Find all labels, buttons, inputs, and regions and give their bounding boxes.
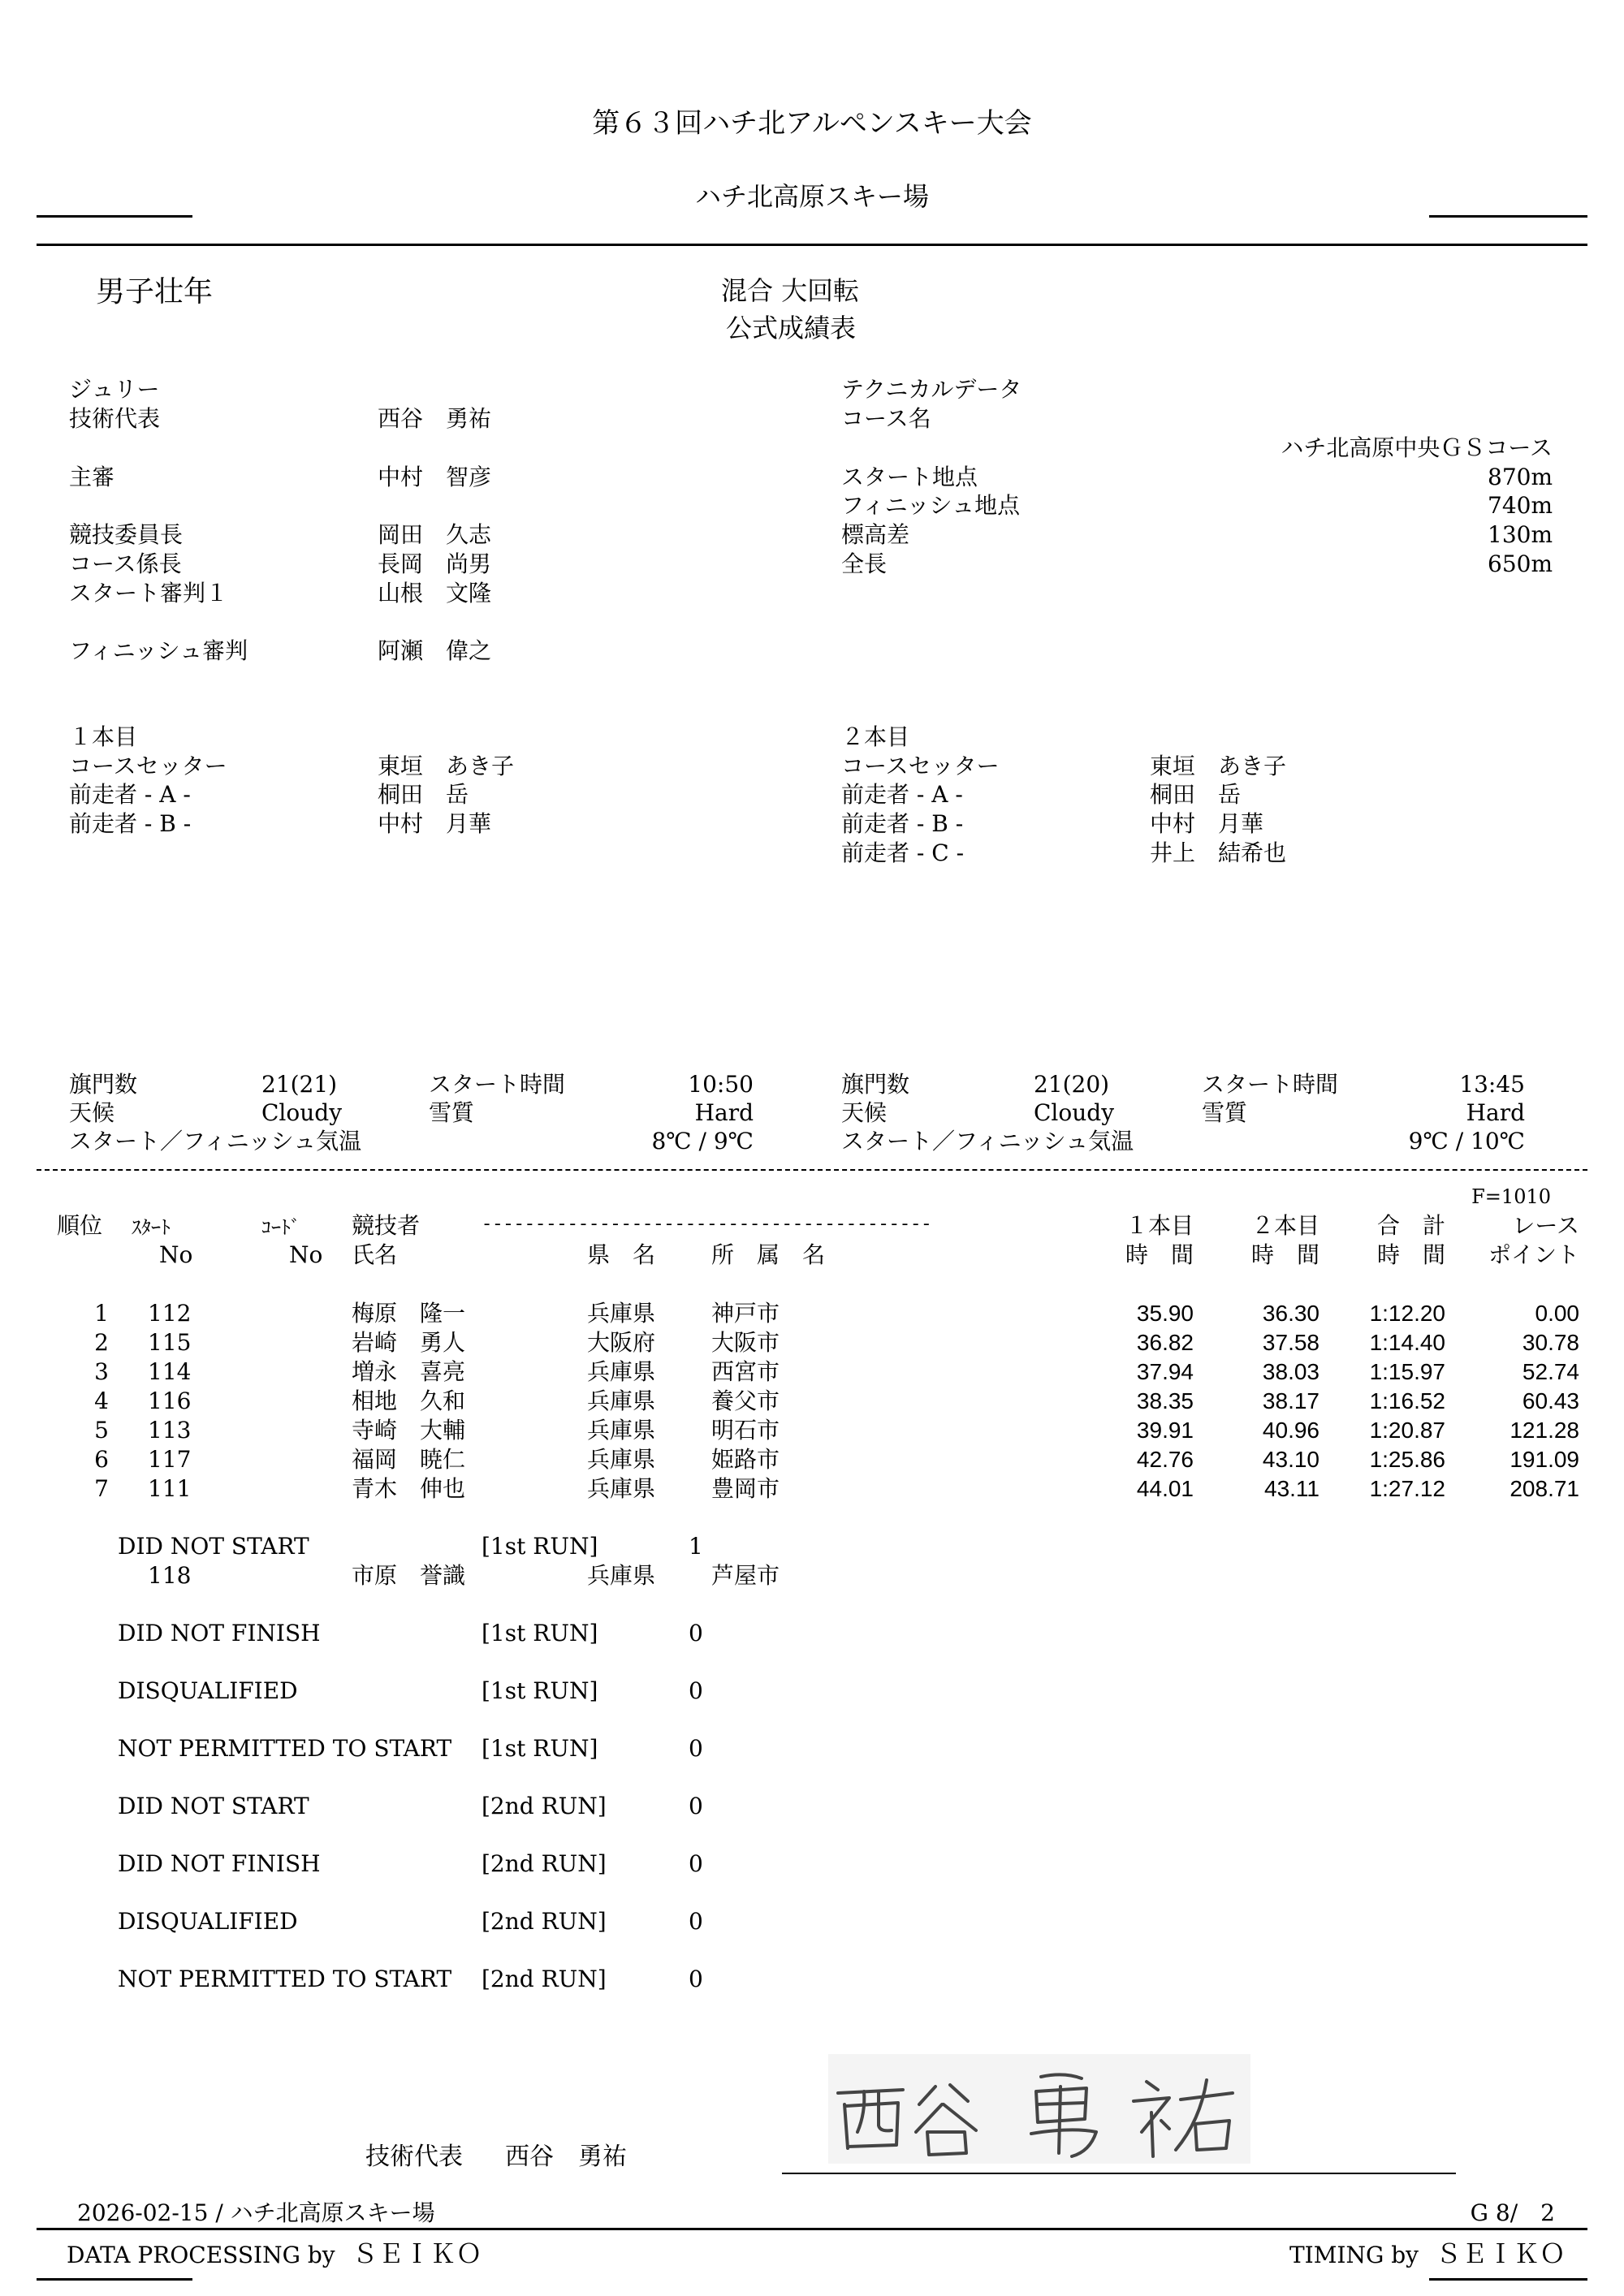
signature-line xyxy=(782,2173,1456,2174)
temp-label: スタート／フィニッシュ気温 xyxy=(841,1128,1134,1154)
signature-role: 技術代表 xyxy=(365,2143,463,2171)
row-rank: 1 xyxy=(94,1300,109,1327)
jury-role: スタート審判１ xyxy=(69,580,229,606)
row-affiliation: 芦屋市 xyxy=(711,1562,780,1589)
snow-label: 雪質 xyxy=(1202,1099,1248,1126)
row-name: 岩崎 勇人 xyxy=(352,1329,466,1356)
race-category: 男子壮年 xyxy=(96,275,214,309)
row-name: 増永 喜亮 xyxy=(352,1358,466,1385)
row-rank: 3 xyxy=(94,1358,109,1385)
col-start-no: No xyxy=(159,1241,193,1268)
snow-label: 雪質 xyxy=(429,1099,475,1126)
temp-label: スタート／フィニッシュ気温 xyxy=(69,1128,362,1154)
gates-label: 旗門数 xyxy=(69,1071,138,1098)
row-run2: 37.58 xyxy=(1262,1330,1320,1355)
status-label: NOT PERMITTED TO START xyxy=(118,1735,452,1762)
status-count: 0 xyxy=(689,1620,703,1646)
jury-name: 山根 文隆 xyxy=(378,580,492,606)
event-title: 第６３回ハチ北アルペンスキー大会 xyxy=(592,107,1032,140)
row-bib: 118 xyxy=(148,1562,192,1589)
race-discipline: 混合 大回転 xyxy=(721,275,860,306)
footer-rule-left xyxy=(37,2278,192,2281)
status-label: NOT PERMITTED TO START xyxy=(118,1966,452,1992)
row-prefecture: 兵庫県 xyxy=(587,1388,656,1414)
col-points: ポイント xyxy=(1488,1241,1579,1268)
col-total: 時 間 xyxy=(1376,1241,1445,1268)
row-affiliation: 西宮市 xyxy=(711,1358,780,1385)
f-value: F=1010 xyxy=(1471,1185,1551,1208)
row-bib: 111 xyxy=(148,1475,192,1502)
row-prefecture: 兵庫県 xyxy=(587,1358,656,1385)
row-bib: 112 xyxy=(148,1300,192,1327)
row-points: 121.28 xyxy=(1510,1418,1579,1443)
start-time-label: スタート時間 xyxy=(1202,1071,1339,1098)
col-code-no: ｺｰﾄﾞ xyxy=(261,1216,300,1239)
official-name: 井上 結希也 xyxy=(1150,839,1287,866)
jury-role: 技術代表 xyxy=(69,405,161,432)
row-points: 60.43 xyxy=(1522,1388,1579,1413)
row-run2: 36.30 xyxy=(1262,1301,1320,1326)
status-label: DID NOT START xyxy=(118,1533,309,1560)
seiko-logo: ＳＥＩＫＯ xyxy=(352,2238,482,2269)
col-run2: ２本目 xyxy=(1250,1212,1320,1239)
row-name: 寺崎 大輔 xyxy=(352,1417,466,1444)
status-label: DID NOT FINISH xyxy=(118,1850,321,1877)
row-total: 1:25.86 xyxy=(1369,1447,1445,1472)
row-prefecture: 大阪府 xyxy=(587,1329,656,1356)
row-run2: 38.03 xyxy=(1262,1359,1320,1384)
section-divider-dashed xyxy=(37,1169,1587,1171)
row-prefecture: 兵庫県 xyxy=(587,1475,656,1502)
temp-value: 9℃ / 10℃ xyxy=(1408,1128,1525,1154)
footer-timing xyxy=(1289,2238,1566,2269)
jury-name: 長岡 尚男 xyxy=(378,550,492,577)
weather-value: Cloudy xyxy=(1034,1099,1115,1126)
technical-label: フィニッシュ地点 xyxy=(841,492,1021,519)
status-count: 0 xyxy=(689,1966,703,1992)
technical-value: 870m xyxy=(1488,464,1553,490)
header-dash-line: ------------------------------------------ xyxy=(482,1215,932,1235)
official-role: 前走者 - C - xyxy=(841,839,965,866)
status-count: 0 xyxy=(689,1735,703,1762)
official-role: 前走者 - A - xyxy=(69,781,191,808)
data-processing-label: DATA PROCESSING by xyxy=(67,2242,335,2268)
temp-value: 8℃ / 9℃ xyxy=(651,1128,754,1154)
run-title: ２本目 xyxy=(841,723,910,750)
official-name: 中村 月華 xyxy=(378,810,492,837)
row-name: 梅原 隆一 xyxy=(352,1300,466,1327)
start-time-value: 13:45 xyxy=(1459,1071,1525,1098)
row-rank: 7 xyxy=(94,1475,109,1502)
status-count: 0 xyxy=(689,1677,703,1704)
row-total: 1:27.12 xyxy=(1369,1476,1445,1501)
jury-role: 競技委員長 xyxy=(69,521,184,548)
snow-value: Hard xyxy=(694,1099,754,1126)
technical-value: 130m xyxy=(1488,521,1553,548)
status-run: [2nd RUN] xyxy=(482,1793,607,1819)
row-run1: 37.94 xyxy=(1136,1359,1194,1384)
status-count: 1 xyxy=(689,1533,703,1560)
status-count: 0 xyxy=(689,1793,703,1819)
weather-label: 天候 xyxy=(69,1099,115,1126)
signature-image xyxy=(828,2054,1250,2164)
jury-role: 主審 xyxy=(69,464,115,490)
official-name: 東垣 あき子 xyxy=(378,753,515,779)
row-run1: 36.82 xyxy=(1136,1330,1194,1355)
row-bib: 117 xyxy=(148,1446,192,1473)
footer-date-venue: 2026-02-15 / ハチ北高原スキー場 xyxy=(77,2199,435,2226)
report-type: 公式成績表 xyxy=(726,313,857,343)
col-start-no: ｽﾀｰﾄ xyxy=(132,1216,171,1239)
official-name: 中村 月華 xyxy=(1150,810,1264,837)
official-name: 桐田 岳 xyxy=(1150,781,1242,808)
gates-value: 21(21) xyxy=(261,1071,338,1098)
row-affiliation: 大阪市 xyxy=(711,1329,780,1356)
row-points: 208.71 xyxy=(1510,1476,1579,1501)
row-run1: 35.90 xyxy=(1136,1301,1194,1326)
col-rank: 順位 xyxy=(57,1212,103,1239)
jury-name: 西谷 勇祐 xyxy=(378,405,492,432)
status-count: 0 xyxy=(689,1850,703,1877)
row-run2: 40.96 xyxy=(1262,1418,1320,1443)
official-role: 前走者 - A - xyxy=(841,781,963,808)
col-run1: １本目 xyxy=(1125,1212,1194,1239)
col-run1: 時 間 xyxy=(1125,1241,1194,1268)
footer-page: G 8/ 2 xyxy=(1470,2199,1555,2226)
row-affiliation: 明石市 xyxy=(711,1417,780,1444)
status-label: DISQUALIFIED xyxy=(118,1677,298,1704)
technical-value: 740m xyxy=(1488,492,1553,519)
col-affiliation: 所 属 名 xyxy=(711,1241,826,1268)
row-bib: 116 xyxy=(148,1388,192,1414)
row-rank: 4 xyxy=(94,1388,109,1414)
course-name: ハチ北高原中央ＧＳコース xyxy=(1281,434,1553,461)
row-points: 191.09 xyxy=(1510,1447,1579,1472)
row-run1: 44.01 xyxy=(1136,1476,1194,1501)
jury-name: 中村 智彦 xyxy=(378,464,492,490)
row-affiliation: 姫路市 xyxy=(711,1446,780,1473)
row-affiliation: 豊岡市 xyxy=(711,1475,780,1502)
row-affiliation: 神戸市 xyxy=(711,1300,780,1327)
status-label: DID NOT FINISH xyxy=(118,1620,321,1646)
jury-name: 岡田 久志 xyxy=(378,521,492,548)
row-run1: 38.35 xyxy=(1136,1388,1194,1413)
row-name: 相地 久和 xyxy=(352,1388,466,1414)
start-time-label: スタート時間 xyxy=(429,1071,566,1098)
col-run2: 時 間 xyxy=(1250,1241,1320,1268)
row-total: 1:14.40 xyxy=(1369,1330,1445,1355)
row-points: 30.78 xyxy=(1522,1330,1579,1355)
row-affiliation: 養父市 xyxy=(711,1388,780,1414)
row-rank: 5 xyxy=(94,1417,109,1444)
row-run2: 38.17 xyxy=(1262,1388,1320,1413)
row-name: 市原 誉識 xyxy=(352,1562,466,1589)
technical-label: スタート地点 xyxy=(841,464,978,490)
status-run: [2nd RUN] xyxy=(482,1908,607,1935)
timing-label: TIMING by xyxy=(1289,2242,1419,2268)
status-run: [1st RUN] xyxy=(482,1533,598,1560)
row-prefecture: 兵庫県 xyxy=(587,1300,656,1327)
status-run: [1st RUN] xyxy=(482,1620,598,1646)
jury-role: フィニッシュ審判 xyxy=(69,637,248,664)
header-rule-left xyxy=(37,215,192,218)
row-points: 52.74 xyxy=(1522,1359,1579,1384)
row-run2: 43.10 xyxy=(1262,1447,1320,1472)
row-run1: 39.91 xyxy=(1136,1418,1194,1443)
status-run: [2nd RUN] xyxy=(482,1850,607,1877)
row-total: 1:20.87 xyxy=(1369,1418,1445,1443)
row-run1: 42.76 xyxy=(1136,1447,1194,1472)
row-total: 1:15.97 xyxy=(1369,1359,1445,1384)
official-role: 前走者 - B - xyxy=(69,810,192,837)
technical-value: 650m xyxy=(1488,550,1553,577)
handwritten-signature-icon xyxy=(828,2054,1250,2164)
header-divider xyxy=(37,244,1587,246)
row-rank: 6 xyxy=(94,1446,109,1473)
status-run: [1st RUN] xyxy=(482,1735,598,1762)
col-total: 合 計 xyxy=(1376,1212,1445,1239)
gates-label: 旗門数 xyxy=(841,1071,910,1098)
header-rule-right xyxy=(1429,215,1587,218)
row-bib: 115 xyxy=(148,1329,192,1356)
technical-label: 全長 xyxy=(841,550,888,577)
weather-label: 天候 xyxy=(841,1099,888,1126)
signature-name: 西谷 勇祐 xyxy=(505,2143,627,2171)
snow-value: Hard xyxy=(1466,1099,1525,1126)
footer-rule-right xyxy=(1429,2278,1587,2281)
official-name: 桐田 岳 xyxy=(378,781,469,808)
row-rank: 2 xyxy=(94,1329,109,1356)
jury-role: コース係長 xyxy=(69,550,182,577)
col-points: レース xyxy=(1512,1212,1579,1239)
row-bib: 114 xyxy=(148,1358,192,1385)
footer-divider xyxy=(37,2228,1587,2230)
technical-title: テクニカルデータ xyxy=(841,376,1022,403)
row-prefecture: 兵庫県 xyxy=(587,1562,656,1589)
col-name: 氏名 xyxy=(352,1241,398,1268)
status-label: DISQUALIFIED xyxy=(118,1908,298,1935)
status-run: [2nd RUN] xyxy=(482,1966,607,1992)
row-name: 福岡 暁仁 xyxy=(352,1446,466,1473)
official-role: コースセッター xyxy=(841,753,1000,779)
status-label: DID NOT START xyxy=(118,1793,309,1819)
course-label: コース名 xyxy=(841,405,931,432)
official-role: 前走者 - B - xyxy=(841,810,964,837)
technical-label: 標高差 xyxy=(841,521,910,548)
row-bib: 113 xyxy=(148,1417,192,1444)
row-run2: 43.11 xyxy=(1264,1476,1320,1501)
official-role: コースセッター xyxy=(69,753,227,779)
venue-title: ハチ北高原スキー場 xyxy=(694,181,929,212)
row-total: 1:16.52 xyxy=(1369,1388,1445,1413)
row-points: 0.00 xyxy=(1535,1301,1579,1326)
run-title: １本目 xyxy=(69,723,138,750)
jury-name: 阿瀬 偉之 xyxy=(378,637,492,664)
status-run: [1st RUN] xyxy=(482,1677,598,1704)
row-name: 青木 伸也 xyxy=(352,1475,466,1502)
col-prefecture: 県 名 xyxy=(587,1241,656,1268)
col-competitor: 競技者 xyxy=(352,1212,421,1239)
footer-data-processing xyxy=(67,2238,482,2269)
weather-value: Cloudy xyxy=(261,1099,343,1126)
status-count: 0 xyxy=(689,1908,703,1935)
start-time-value: 10:50 xyxy=(688,1071,754,1098)
official-name: 東垣 あき子 xyxy=(1150,753,1287,779)
col-code-no: No xyxy=(289,1241,323,1268)
row-prefecture: 兵庫県 xyxy=(587,1446,656,1473)
row-prefecture: 兵庫県 xyxy=(587,1417,656,1444)
gates-value: 21(20) xyxy=(1034,1071,1110,1098)
jury-title: ジュリー xyxy=(69,376,160,403)
seiko-logo: ＳＥＩＫＯ xyxy=(1435,2238,1566,2269)
row-total: 1:12.20 xyxy=(1369,1301,1445,1326)
